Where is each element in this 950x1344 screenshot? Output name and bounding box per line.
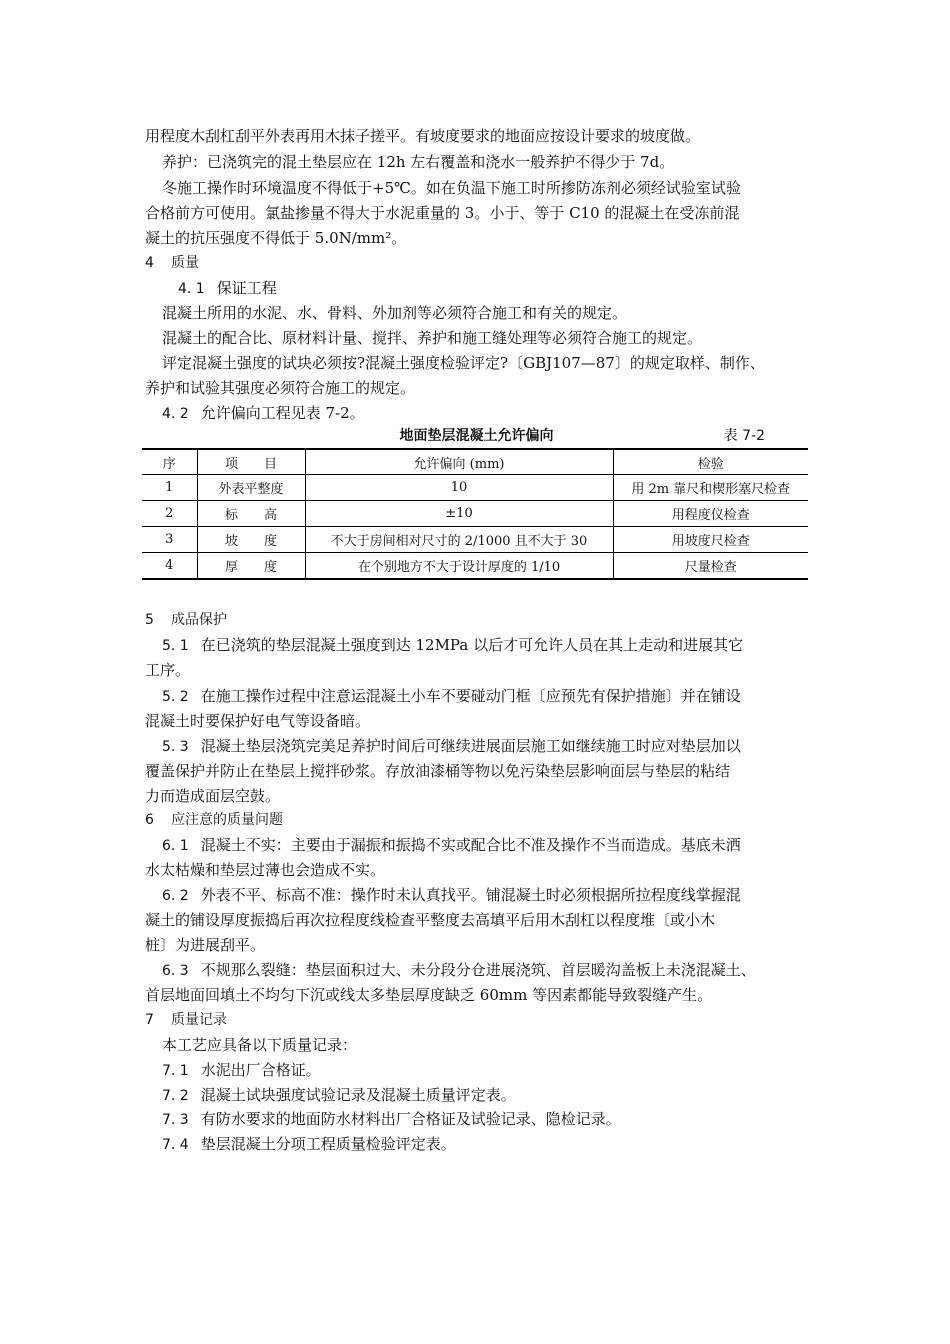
item-line <box>162 960 832 981</box>
item-number: 7. 4 <box>162 1137 189 1153</box>
item-text: 垫层混凝土分项工程质量检验评定表。 <box>200 1135 456 1153</box>
section-number: 4 <box>145 255 154 271</box>
intro-line: 用程度木刮杠刮平外表再用木抹子搓平。有坡度要求的地面应按设计要求的坡度做。 <box>145 127 701 145</box>
table-cell: 标 高 <box>197 501 305 527</box>
item-line <box>162 1134 832 1155</box>
item-number: 5. 3 <box>162 739 189 755</box>
item-line <box>162 1060 832 1081</box>
table-row <box>142 527 808 553</box>
column-header: 检验 <box>613 449 808 475</box>
item-text: 外表不平、标高不准：操作时未认真找平。铺混凝土时必须根据所拉程度线掌握混 <box>200 886 741 904</box>
item-number: 5. 1 <box>162 638 189 654</box>
section-number: 5 <box>145 612 154 628</box>
table-header-row <box>142 449 808 475</box>
item-line: 混凝土时要保护好电气等设备暗。 <box>145 712 371 730</box>
section-heading <box>145 253 815 273</box>
item-text: 在施工操作过程中注意运混凝土小车不要碰动门框〔应预先有保护措施〕并在铺设 <box>200 687 741 705</box>
section-heading <box>145 610 815 630</box>
intro-line: 合格前方可使用。氯盐掺量不得大于水泥重量的 3。小于、等于 C10 的混凝土在受冻前混 <box>145 204 740 222</box>
table-number: 表 7-2 <box>723 428 765 444</box>
subsection-text: 允许偏向工程见表 7-2。 <box>200 404 365 422</box>
item-number: 7. 1 <box>162 1063 189 1079</box>
subsection-number: 4. 1 <box>178 281 205 297</box>
table-cell: 不大于房间相对尺寸的 2/1000 且不大于 30 <box>305 527 613 553</box>
item-text: 混凝土不实：主要由于漏振和振捣不实或配合比不准及操作不当而造成。基底未洒 <box>200 836 741 854</box>
table-cell: 尺量检查 <box>613 553 808 580</box>
table-cell: 坡 度 <box>197 527 305 553</box>
item-line: 桩〕为进展刮平。 <box>145 936 266 954</box>
section-title: 成品保护 <box>171 612 227 628</box>
table-cell: 1 <box>142 475 197 501</box>
section-title: 质量记录 <box>171 1012 227 1028</box>
subsection-heading <box>178 278 848 299</box>
item-line: 首层地面回填土不均匀下沉或线太多垫层厚度缺乏 60mm 等因素都能导致裂缝产生。 <box>145 986 713 1004</box>
item-line <box>162 736 832 757</box>
table-cell: 在个别地方不大于设计厚度的 1/10 <box>305 553 613 580</box>
intro-line: 凝土的抗压强度不得低于 5.0N/mm²。 <box>145 229 407 247</box>
table-cell: 厚 度 <box>197 553 305 580</box>
column-header: 允许偏向 (mm) <box>305 449 613 475</box>
subsection-title: 保证工程 <box>216 279 277 297</box>
item-number: 5. 2 <box>162 689 189 705</box>
table-cell: 用坡度尺检查 <box>613 527 808 553</box>
item-line: 力而造成面层空鼓。 <box>145 787 281 805</box>
item-text: 不规那么裂缝：垫层面积过大、未分段分仓进展浇筑、首层暖沟盖板上未浇混凝土、 <box>200 961 756 979</box>
intro-line: 养护：已浇筑完的混土垫层应在 12h 左右覆盖和浇水一般养护不得少于 7d。 <box>162 153 675 171</box>
item-number: 6. 3 <box>162 963 189 979</box>
item-number: 7. 2 <box>162 1088 189 1104</box>
item-line <box>162 835 832 856</box>
item-number: 7. 3 <box>162 1112 189 1128</box>
item-line <box>162 1109 832 1130</box>
item-line <box>162 686 832 707</box>
table-cell: 用 2m 靠尺和楔形塞尺检查 <box>613 475 808 501</box>
table-cell: 用程度仪检查 <box>613 501 808 527</box>
table-cell: 2 <box>142 501 197 527</box>
item-text: 混凝土试块强度试验记录及混凝土质量评定表。 <box>200 1086 516 1104</box>
item-line: 凝土的铺设厚度振捣后再次拉程度线检查平整度去高填平后用木刮杠以程度堆〔或小木 <box>145 911 716 929</box>
item-line: 水太枯燥和垫层过薄也会造成不实。 <box>145 861 386 879</box>
subsection-number: 4. 2 <box>162 406 189 422</box>
table-cell: ±10 <box>305 501 613 527</box>
section-number: 7 <box>145 1012 154 1028</box>
paragraph-line: 养护和试验其强度必须符合施工的规定。 <box>145 379 416 397</box>
item-line: 工序。 <box>145 661 191 679</box>
section-number: 6 <box>145 812 154 828</box>
section-heading <box>145 810 815 830</box>
section-title: 质量 <box>171 255 199 271</box>
table-caption <box>145 425 808 445</box>
item-text: 水泥出厂合格证。 <box>200 1061 321 1079</box>
paragraph-line: 混凝土的配合比、原材料计量、搅拌、养护和施工缝处理等必须符合施工的规定。 <box>162 329 703 347</box>
item-number: 6. 1 <box>162 838 189 854</box>
column-header: 项 目 <box>197 449 305 475</box>
table-cell: 4 <box>142 553 197 580</box>
paragraph-line: 评定混凝土强度的试块必须按?混凝土强度检验评定?〔GBJ107—87〕的规定取样、制作、 <box>162 354 765 372</box>
section-heading <box>145 1010 815 1030</box>
table-row <box>142 475 808 501</box>
section-title: 应注意的质量问题 <box>171 812 283 828</box>
table-title: 地面垫层混凝土允许偏向 <box>399 428 554 444</box>
table-cell: 10 <box>305 475 613 501</box>
item-number: 6. 2 <box>162 888 189 904</box>
paragraph-line: 混凝土所用的水泥、水、骨料、外加剂等必须符合施工和有关的规定。 <box>162 304 628 322</box>
item-line: 覆盖保护并防止在垫层上搅拌砂浆。存放油漆桶等物以免污染垫层影响面层与垫层的粘结 <box>145 762 731 780</box>
table-cell: 3 <box>142 527 197 553</box>
item-line <box>162 1085 832 1106</box>
item-text: 混凝土垫层浇筑完美足养护时间后可继续进展面层施工如继续施工时应对垫层加以 <box>200 737 741 755</box>
tolerance-table <box>142 448 808 580</box>
item-text: 在已浇筑的垫层混凝土强度到达 12MPa 以后才可允许人员在其上走动和进展其它 <box>200 636 744 654</box>
table-row <box>142 501 808 527</box>
table-row <box>142 553 808 580</box>
item-line <box>162 885 832 906</box>
intro-line: 冬施工操作时环境温度不得低于+5℃。如在负温下施工时所掺防冻剂必须经试验室试验 <box>162 179 741 197</box>
item-text: 有防水要求的地面防水材料出厂合格证及试验记录、隐检记录。 <box>200 1110 621 1128</box>
paragraph-line: 本工艺应具备以下质量记录： <box>162 1036 358 1054</box>
column-header: 序 <box>142 449 197 475</box>
table-cell: 外表平整度 <box>197 475 305 501</box>
item-line <box>162 635 832 656</box>
subsection-line <box>162 403 832 424</box>
